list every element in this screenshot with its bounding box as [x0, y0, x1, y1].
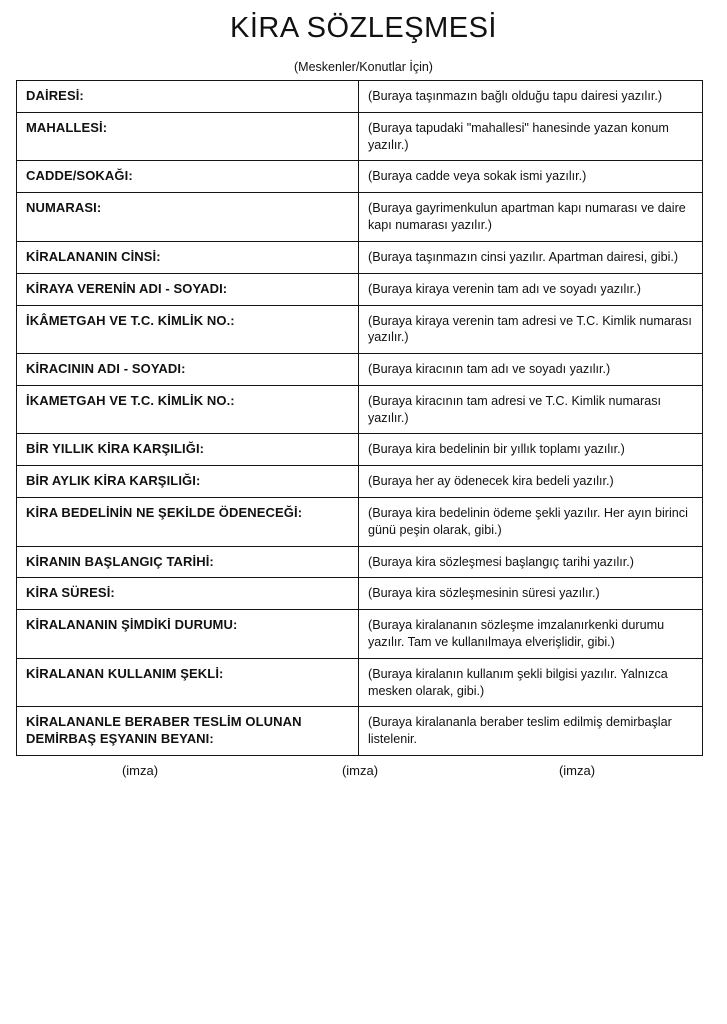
field-label: MAHALLESİ: [17, 112, 359, 160]
field-description: (Buraya kiracının tam adresi ve T.C. Kimlik numarası yazılır.) [359, 385, 703, 433]
table-row [17, 273, 703, 305]
field-description: (Buraya her ay ödenecek kira bedeli yazılır.) [359, 466, 703, 498]
field-description: (Buraya kiralananla beraber teslim edilmiş demirbaşlar listelenir. [359, 707, 703, 756]
field-description: (Buraya kira bedelinin ödeme şekli yazılır. Her ayın birinci günü peşin olarak, gibi.) [359, 498, 703, 546]
field-description: (Buraya tapudaki "mahallesi" hanesinde yazan konum yazılır.) [359, 112, 703, 160]
field-description: (Buraya kiralananın sözleşme imzalanırkenki durumu yazılır. Tam ve kullanılmaya elverişlidir, gibi.) [359, 610, 703, 658]
field-description: (Buraya gayrimenkulun apartman kapı numarası ve daire kapı numarası yazılır.) [359, 193, 703, 241]
field-label: KİRAYA VERENİN ADI - SOYADI: [17, 273, 359, 305]
signature-label-landlord: (imza) [121, 763, 159, 779]
field-description: (Buraya cadde veya sokak ismi yazılır.) [359, 161, 703, 193]
table-row [17, 498, 703, 546]
field-label: KİRA SÜRESİ: [17, 578, 359, 610]
table-row [17, 241, 703, 273]
table-row [17, 610, 703, 658]
page-subtitle: (Meskenler/Konutlar İçin) [294, 60, 433, 74]
contract-table [16, 80, 703, 756]
table-row [17, 578, 703, 610]
table-row [17, 81, 703, 113]
table-row [17, 707, 703, 756]
field-description: (Buraya kira sözleşmesinin süresi yazılır.) [359, 578, 703, 610]
field-label: CADDE/SOKAĞI: [17, 161, 359, 193]
signature-label-guarantor: (imza) [558, 763, 596, 779]
table-row [17, 385, 703, 433]
page-title: KİRA SÖZLEŞMESİ [230, 12, 497, 44]
field-label: BİR YILLIK KİRA KARŞILIĞI: [17, 434, 359, 466]
table-row [17, 353, 703, 385]
field-description: (Buraya kiralanın kullanım şekli bilgisi yazılır. Yalnızca mesken olarak, gibi.) [359, 658, 703, 706]
contract-table-wrapper [16, 80, 702, 756]
contract-table-body [17, 81, 703, 756]
table-row [17, 466, 703, 498]
field-label: İKÂMETGAH VE T.C. KİMLİK NO.: [17, 305, 359, 353]
table-row [17, 193, 703, 241]
field-label: KİRANIN BAŞLANGIÇ TARİHİ: [17, 546, 359, 578]
table-row [17, 546, 703, 578]
field-description: (Buraya kiraya verenin tam adresi ve T.C. Kimlik numarası yazılır.) [359, 305, 703, 353]
field-label: NUMARASI: [17, 193, 359, 241]
field-description: (Buraya taşınmazın cinsi yazılır. Apartman dairesi, gibi.) [359, 241, 703, 273]
table-row [17, 305, 703, 353]
field-label: KİRALANANIN ŞİMDİKİ DURUMU: [17, 610, 359, 658]
field-description: (Buraya kira sözleşmesi başlangıç tarihi yazılır.) [359, 546, 703, 578]
signature-row [0, 763, 727, 797]
table-row [17, 658, 703, 706]
field-label: DAİRESİ: [17, 81, 359, 113]
field-label: KİRA BEDELİNİN NE ŞEKİLDE ÖDENECEĞİ: [17, 498, 359, 546]
field-description: (Buraya kiracının tam adı ve soyadı yazılır.) [359, 353, 703, 385]
field-label: BİR AYLIK KİRA KARŞILIĞI: [17, 466, 359, 498]
field-label: KİRALANANLE BERABER TESLİM OLUNAN DEMİRBAŞ EŞYANIN BEYANI: [17, 707, 359, 756]
field-label: İKAMETGAH VE T.C. KİMLİK NO.: [17, 385, 359, 433]
field-description: (Buraya taşınmazın bağlı olduğu tapu dairesi yazılır.) [359, 81, 703, 113]
table-row [17, 434, 703, 466]
field-description: (Buraya kira bedelinin bir yıllık toplamı yazılır.) [359, 434, 703, 466]
field-description: (Buraya kiraya verenin tam adı ve soyadı yazılır.) [359, 273, 703, 305]
field-label: KİRACININ ADI - SOYADI: [17, 353, 359, 385]
signature-label-tenant: (imza) [341, 763, 379, 779]
table-row [17, 112, 703, 160]
field-label: KİRALANAN KULLANIM ŞEKLİ: [17, 658, 359, 706]
table-row [17, 161, 703, 193]
field-label: KİRALANANIN CİNSİ: [17, 241, 359, 273]
